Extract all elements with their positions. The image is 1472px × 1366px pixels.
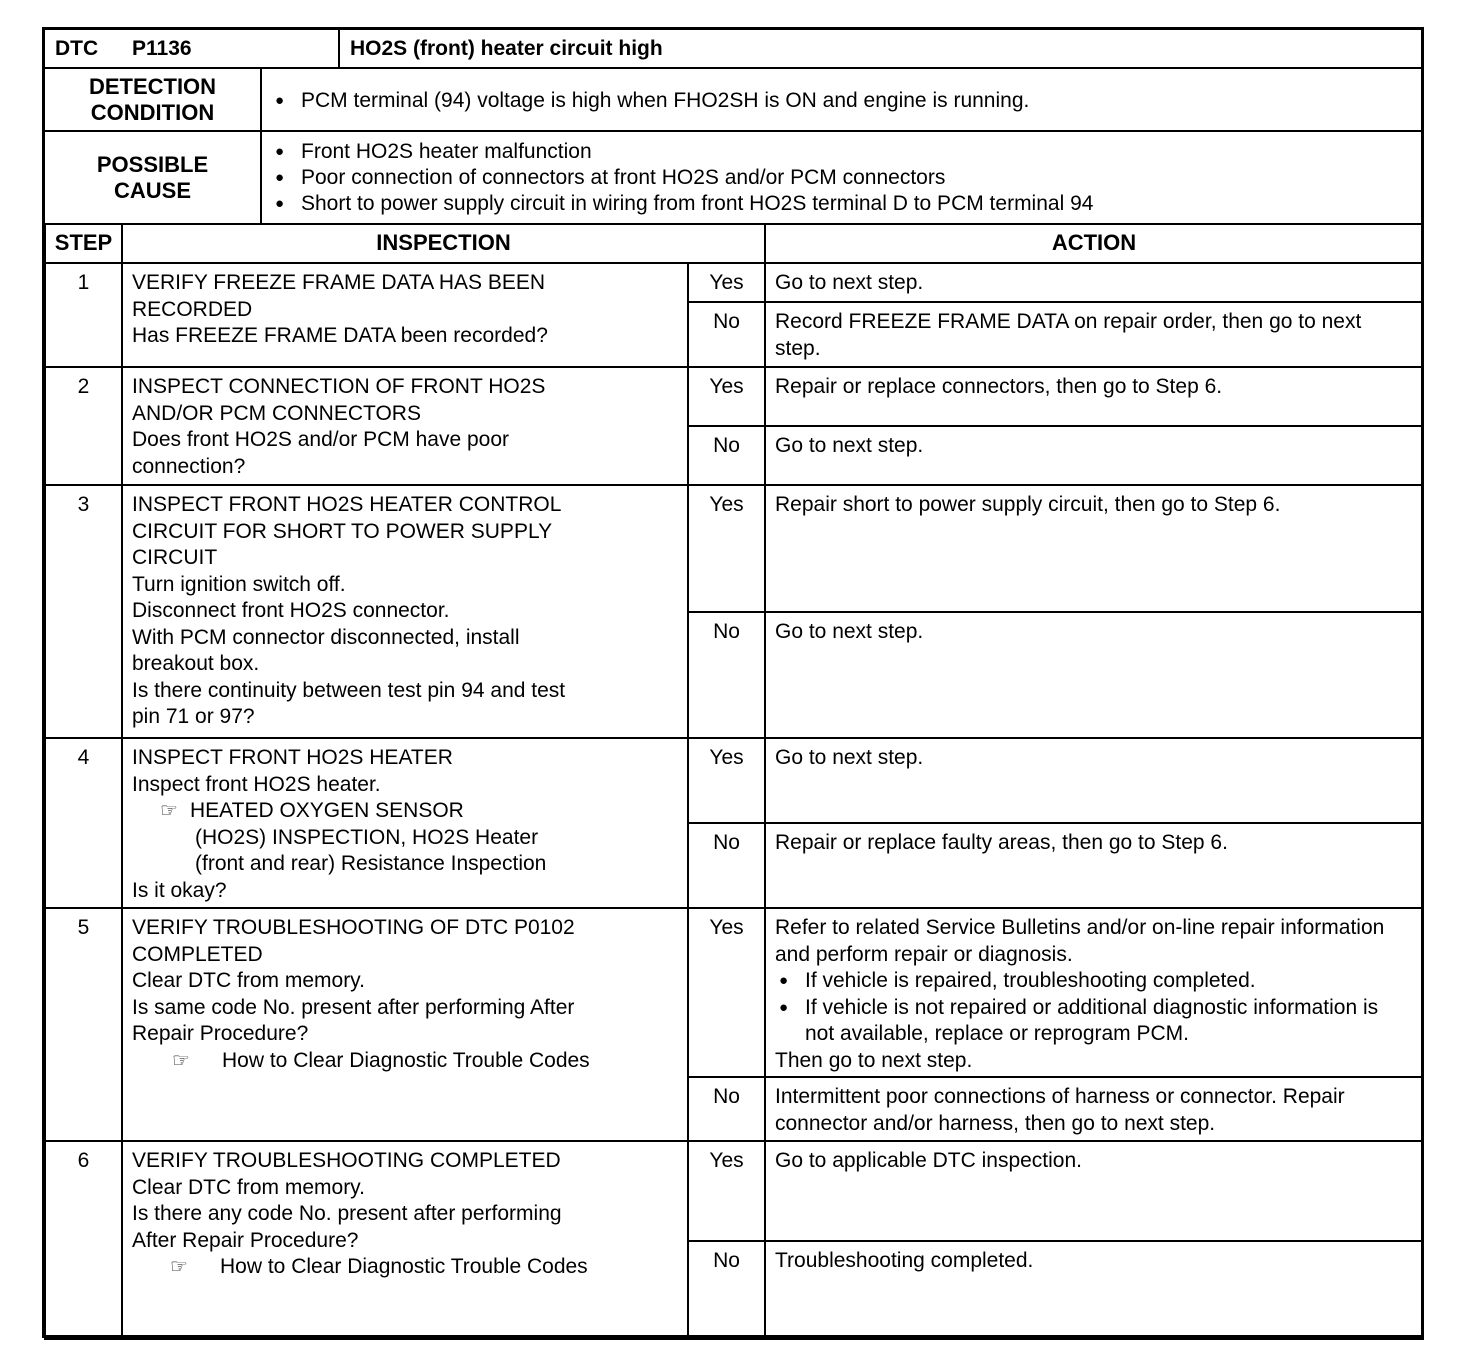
action-no: Repair or replace faulty areas, then go to Step 6. bbox=[765, 823, 1423, 908]
action-no: Intermittent poor connections of harness or connector. Repair connector and/or harness, then go to next step. bbox=[765, 1077, 1423, 1141]
answer-no-label: No bbox=[688, 1241, 765, 1339]
step-number: 2 bbox=[45, 367, 122, 485]
answer-no-label: No bbox=[688, 612, 765, 738]
pointing-hand-icon: ☞ bbox=[160, 800, 178, 822]
step-number: 1 bbox=[45, 263, 122, 367]
action-no: Go to next step. bbox=[765, 426, 1423, 485]
step-inspection: VERIFY TROUBLESHOOTING COMPLETED Clear DTC from memory. Is there any code No. present after performing After Repair Procedure? ☞ How to Clear Diagnostic Trouble Codes bbox=[122, 1141, 688, 1339]
detection-condition-label: DETECTION CONDITION bbox=[88, 74, 217, 125]
table-header-row bbox=[45, 224, 1423, 263]
step-inspection: VERIFY TROUBLESHOOTING OF DTC P0102 COMPLETED Clear DTC from memory. Is same code No. present after performing After Repair Procedure? ☞ How to Clear Diagnostic Trouble Codes bbox=[122, 908, 688, 1141]
detection-divider bbox=[260, 69, 262, 132]
possible-cause-divider bbox=[260, 132, 262, 224]
inspection-table bbox=[44, 223, 1424, 1340]
answer-no-label: No bbox=[688, 1077, 765, 1141]
action-no: Record FREEZE FRAME DATA on repair order, then go to next step. bbox=[765, 302, 1423, 367]
answer-yes-label: Yes bbox=[688, 908, 765, 1077]
step-inspection: INSPECT CONNECTION OF FRONT HO2S AND/OR PCM CONNECTORS Does front HO2S and/or PCM have poor connection? bbox=[122, 367, 688, 485]
detection-condition-row bbox=[45, 69, 1421, 132]
reference-link[interactable]: ☞ How to Clear Diagnostic Trouble Codes bbox=[132, 1048, 679, 1075]
dtc-label: DTC bbox=[55, 37, 99, 60]
action-yes: Go to next step. bbox=[765, 738, 1423, 823]
column-header-step: STEP bbox=[45, 224, 122, 263]
action-yes: Refer to related Service Bulletins and/or on-line repair information and perform repair or diagnosis. ● If vehicle is repaired, troubleshooting completed. ● If vehicle is not repaired or additional diagnostic information is not available, replace or reprogram PCM. Then go to next step. bbox=[765, 908, 1423, 1077]
pointing-hand-icon: ☞ bbox=[172, 1049, 190, 1072]
step-number: 4 bbox=[45, 738, 122, 908]
action-no: Troubleshooting completed. bbox=[765, 1241, 1423, 1339]
cause-item: ● Front HO2S heater malfunction bbox=[271, 139, 1093, 165]
detection-item: ● PCM terminal (94) voltage is high when FHO2SH is ON and engine is running. bbox=[271, 88, 1029, 114]
possible-cause-label: POSSIBLE CAUSE bbox=[96, 152, 209, 203]
action-yes: Go to applicable DTC inspection. bbox=[765, 1141, 1423, 1241]
step-number: 5 bbox=[45, 908, 122, 1141]
answer-yes-label: Yes bbox=[688, 1141, 765, 1241]
action-no: Go to next step. bbox=[765, 612, 1423, 738]
step-inspection: INSPECT FRONT HO2S HEATER CONTROL CIRCUIT FOR SHORT TO POWER SUPPLY CIRCUIT Turn ignition switch off. Disconnect front HO2S connector. With PCM connector disconnected, install breakout box. Is there continuity between test pin 94 and test pin 71 or 97? bbox=[122, 485, 688, 738]
pointing-hand-icon: ☞ bbox=[170, 1256, 188, 1278]
answer-no-label: No bbox=[688, 302, 765, 367]
column-header-action: ACTION bbox=[765, 224, 1423, 263]
cause-item: ● Short to power supply circuit in wiring from front HO2S terminal D to PCM terminal 94 bbox=[271, 191, 1093, 217]
header-divider bbox=[338, 30, 340, 69]
action-yes: Repair short to power supply circuit, then go to Step 6. bbox=[765, 485, 1423, 612]
detection-condition-list bbox=[271, 88, 1029, 114]
action-bullet: ● If vehicle is repaired, troubleshooting completed. bbox=[775, 968, 1412, 995]
table-row bbox=[45, 738, 1423, 823]
reference-link[interactable]: ☞ HEATED OXYGEN SENSOR bbox=[132, 798, 679, 825]
reference-link[interactable]: ☞ How to Clear Diagnostic Trouble Codes bbox=[132, 1254, 679, 1281]
answer-yes-label: Yes bbox=[688, 738, 765, 823]
cause-item: ● Poor connection of connectors at front HO2S and/or PCM connectors bbox=[271, 165, 1093, 191]
column-header-inspection: INSPECTION bbox=[122, 224, 765, 263]
table-row bbox=[45, 485, 1423, 612]
possible-cause-row bbox=[45, 132, 1421, 224]
answer-no-label: No bbox=[688, 426, 765, 485]
action-bullet: ● If vehicle is not repaired or additional diagnostic information is not available, replace or reprogram PCM. bbox=[775, 995, 1412, 1048]
table-row bbox=[45, 908, 1423, 1077]
step-number: 6 bbox=[45, 1141, 122, 1339]
possible-cause-list bbox=[271, 139, 1093, 217]
dtc-header-row bbox=[45, 30, 1421, 69]
answer-yes-label: Yes bbox=[688, 367, 765, 426]
table-row bbox=[45, 263, 1423, 302]
answer-yes-label: Yes bbox=[688, 485, 765, 612]
answer-yes-label: Yes bbox=[688, 263, 765, 302]
dtc-document bbox=[42, 27, 1424, 1338]
dtc-code: P1136 bbox=[132, 37, 192, 60]
step-inspection: INSPECT FRONT HO2S HEATER Inspect front HO2S heater. ☞ HEATED OXYGEN SENSOR (HO2S) INSPECTION, HO2S Heater (front and rear) Resistance Inspection Is it okay? bbox=[122, 738, 688, 908]
table-row bbox=[45, 367, 1423, 426]
table-row bbox=[45, 1141, 1423, 1241]
dtc-title: HO2S (front) heater circuit high bbox=[350, 37, 663, 60]
action-yes: Go to next step. bbox=[765, 263, 1423, 302]
action-bullet-list bbox=[775, 968, 1412, 1048]
step-inspection: VERIFY FREEZE FRAME DATA HAS BEEN RECORDED Has FREEZE FRAME DATA been recorded? bbox=[122, 263, 688, 367]
step-number: 3 bbox=[45, 485, 122, 738]
action-yes: Repair or replace connectors, then go to Step 6. bbox=[765, 367, 1423, 426]
answer-no-label: No bbox=[688, 823, 765, 908]
